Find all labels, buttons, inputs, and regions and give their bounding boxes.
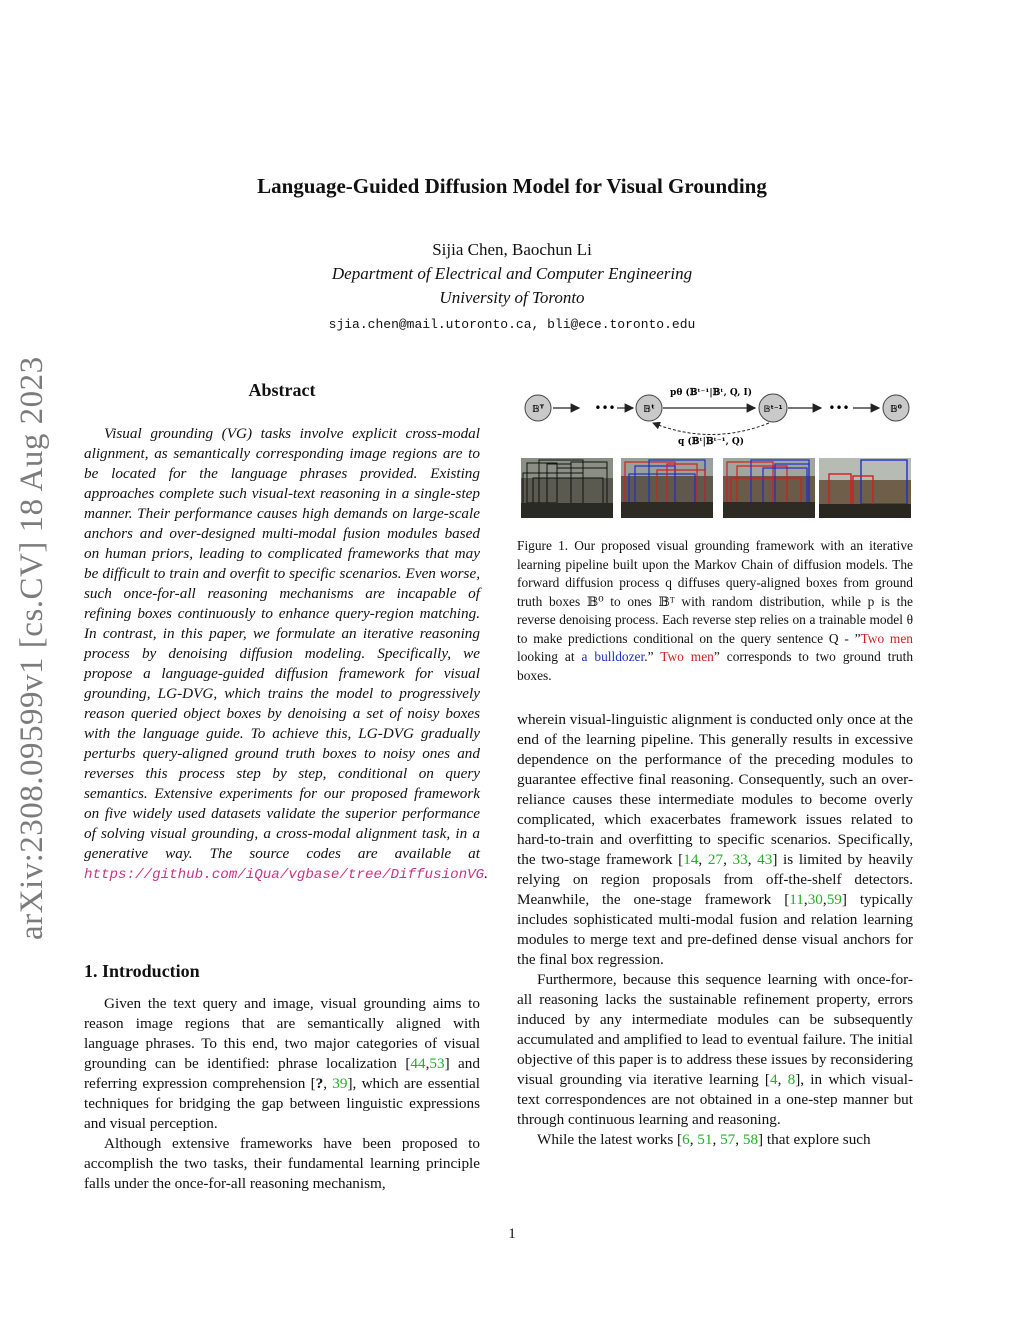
figure-image-step-t	[621, 458, 713, 518]
right-paragraph-2: Furthermore, because this sequence learning with once-for-all reasoning lacks the sustainable refinement property, errors induced by any intermediate modules can be subsequently accumulated and amplified to lead to eventual failure. The initial objective of this paper is to address these issues by reconsidering visual grounding via iterative learning [4, 8], in which visual-text correspondences are not obtained in a one-step manner but through continuous learning and reasoning.	[517, 971, 914, 1128]
citation-link[interactable]: 4	[769, 1071, 778, 1088]
diffusion-node-bt-minus-1	[759, 394, 787, 422]
source-code-link[interactable]: https://github.com/iQua/vgbase/tree/DiffusionVG	[84, 867, 485, 883]
paper-title: Language-Guided Diffusion Model for Visual Grounding	[257, 174, 767, 198]
arxiv-stamp: arXiv:2308.09599v1 [cs.CV] 18 Aug 2023	[14, 356, 50, 940]
right-column-body	[517, 710, 913, 1150]
right-paragraph-1: wherein visual-linguistic alignment is conducted only once at the end of the learning pipeline. This generally results in excessive dependence on the performance of the preceding modules to guarantee effective final reasoning. Consequently, such an over-reliance causes these intermediate modules to become overly complicated, which exacerbates framework issues related to hard-to-train and overfitting to specific scenarios. Specifically, the two-stage framework [14, 27, 33, 43] is limited by heavily relying on region proposals from off-the-shelf detectors. Meanwhile, the one-stage framework [11,30,59] typically includes sophisticated multi-modal fusion and relation learning modules to merge text and pre-defined dense visual anchors for the final box regression.	[517, 711, 914, 968]
intro-body	[84, 994, 480, 1194]
citation-link[interactable]: 53	[429, 1055, 445, 1072]
forward-process-label: q (𝔹ᵗ|𝔹ᵗ⁻¹, Q)	[678, 437, 744, 447]
right-paragraph-3: While the latest works [6, 51, 57, 58] that explore such	[537, 1131, 871, 1148]
citation-link[interactable]: 51	[697, 1131, 713, 1148]
diffusion-node-b0	[883, 395, 909, 421]
abstract-heading: Abstract	[248, 380, 316, 400]
diffusion-node-bT	[525, 395, 551, 421]
svg-text:𝔹ᵀ: 𝔹ᵀ	[531, 404, 545, 415]
figure-image-step-t-minus-1	[723, 458, 815, 518]
svg-text:𝔹ᵗ: 𝔹ᵗ	[643, 404, 655, 415]
figure-1-caption: Figure 1. Our proposed visual grounding framework with an iterative learning pipeline built upon the Markov Chain of diffusion models. The forward diffusion process q diffuses query-aligned boxes from ground truth boxes 𝔹⁰ to ones 𝔹ᵀ with random distribution, while p is the reverse denoising process. Each reverse step relies on a trainable model θ to make predictions conditional on the query sentence Q - ”Two men looking at a bulldozer.” Two men” corresponds to two ground truth boxes.	[517, 538, 914, 683]
citation-link[interactable]: 14	[683, 851, 699, 868]
figure-1	[517, 378, 913, 530]
page-number: 1	[508, 1226, 516, 1242]
intro-paragraph-2: Although extensive frameworks have been proposed to accomplish the two tasks, their fundamental learning principle falls under the once-for-all reasoning mechanism,	[84, 1135, 480, 1192]
figure-image-noisy	[521, 458, 613, 518]
citation-link[interactable]: 30	[807, 891, 823, 908]
svg-text:𝔹⁰: 𝔹⁰	[889, 404, 903, 415]
diffusion-node-bt	[636, 395, 662, 421]
citation-link[interactable]: 58	[742, 1131, 759, 1148]
chain-dots-left: •••	[594, 401, 616, 415]
reverse-process-label: pθ (𝔹ᵗ⁻¹|𝔹ᵗ, Q, I)	[670, 388, 752, 398]
svg-text:𝔹ᵗ⁻¹: 𝔹ᵗ⁻¹	[763, 405, 783, 415]
citation-link[interactable]: 6	[682, 1131, 690, 1148]
author-emails: sjia.chen@mail.utoronto.ca, bli@ece.toronto.edu	[328, 317, 696, 332]
citation-link[interactable]: 39	[332, 1075, 348, 1092]
affiliation-university: University of Toronto	[439, 288, 585, 307]
abstract-body: Visual grounding (VG) tasks involve explicit cross-modal alignment, as semantically corresponding image regions are to be located for the language phrases provided. Existing approaches complete such visual-text reasoning in a single-step manner. Their performance causes high demands on large-scale anchors and over-designed multi-modal fusion modules based on human priors, leading to complicated frameworks that may be difficult to train and overfit to specific scenarios. Even worse, such once-for-all reasoning mechanisms are incapable of refining boxes continuously to enhance query-region matching. In contrast, in this paper, we formulate an iterative reasoning process by denoising diffusion modeling. Specifically, we propose a language-guided diffusion framework for visual grounding, LG-DVG, which trains the model to progressively reason queried object boxes by denoising a set of noisy boxes with the language guide. To achieve this, LG-DVG gradually perturbs query-aligned ground truth boxes to noisy ones and reverses this process step by step, conditional on query semantics. Extensive experiments for our proposed framework on five widely used datasets validate the superior performance of solving visual grounding, a cross-modal alignment task, in a generative way. The source codes are available at https://github.com/iQua/vgbase/tree/DiffusionVG.	[84, 425, 488, 883]
citation-link[interactable]: 33	[732, 851, 748, 868]
citation-link[interactable]: 43	[757, 851, 773, 868]
citation-link[interactable]: 57	[720, 1131, 736, 1148]
intro-heading: 1. Introduction	[84, 961, 200, 981]
figure-image-ground-truth	[819, 458, 911, 518]
citation-link[interactable]: 11	[789, 891, 804, 908]
citation-link[interactable]: 8	[787, 1071, 796, 1088]
citation-link[interactable]: 27	[707, 851, 724, 868]
citation-link[interactable]: 44	[410, 1055, 426, 1072]
affiliation-department: Department of Electrical and Computer Engineering	[331, 264, 693, 283]
intro-paragraph-1: Given the text query and image, visual grounding aims to reason image regions that are semantically aligned with language phrases. To this end, two major categories of visual grounding can be identified: phrase localization [44,53] and referring expression comprehension [?, 39], which are essential techniques for bridging the gap between linguistic expressions and visual perception.	[84, 995, 481, 1132]
authors: Sijia Chen, Baochun Li	[432, 240, 592, 259]
citation-link[interactable]: 59	[826, 891, 842, 908]
abstract-text: Visual grounding (VG) tasks involve explicit cross-modal alignment, as semantically corresponding image regions are to be located for the language phrases provided. Existing approaches complete such visual-text reasoning in a single-step manner. Their performance causes high demands on large-scale anchors and over-designed multi-modal fusion modules based on human priors, leading to complicated frameworks that may be difficult to train and overfit to specific scenarios. Even worse, such once-for-all reasoning mechanisms are incapable of refining boxes continuously to enhance query-region matching. In contrast, in this paper, we formulate an iterative reasoning process by denoising diffusion modeling. Specifically, we propose a language-guided diffusion framework for visual grounding, LG-DVG, which trains the model to progressively reason queried object boxes by denoising a set of noisy boxes with the language guide. To achieve this, LG-DVG gradually perturbs query-aligned ground truth boxes to noisy ones and reverses this process step by step, conditional on query semantics. Extensive experiments for our proposed framework on five widely used datasets validate the superior performance of solving visual grounding, a cross-modal alignment task, in a generative way. The source codes are available at	[84, 425, 480, 862]
chain-dots-right: •••	[828, 401, 850, 415]
